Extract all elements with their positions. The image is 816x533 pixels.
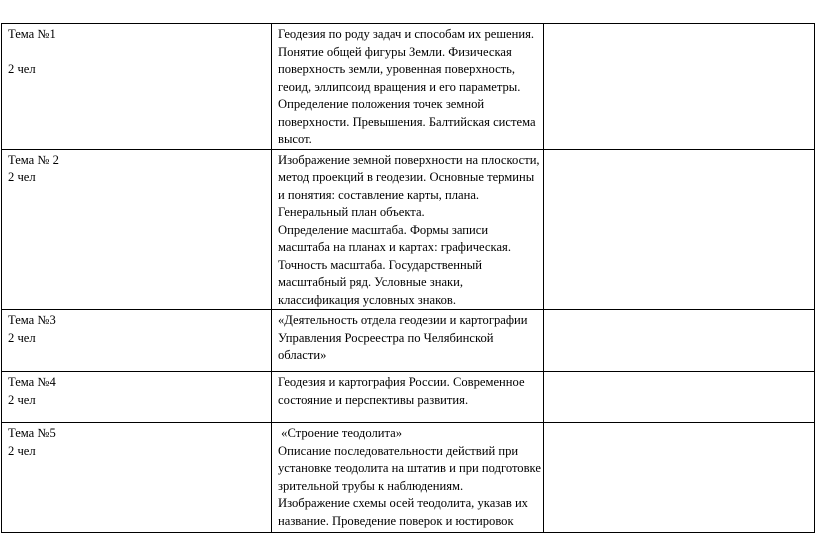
topic-cell [2, 423, 272, 533]
description-line: установке теодолита на штатив и при подготовке [278, 461, 541, 475]
description-line: зрительной трубы к наблюдениям. [278, 478, 464, 493]
description-cell [272, 24, 544, 150]
topic-hours: 2 чел [8, 170, 36, 184]
description-line: Управления Росреестра по Челябинской [278, 330, 494, 345]
topic-title: Тема №1 [8, 27, 56, 41]
notes-cell [544, 149, 815, 310]
topics-table [1, 23, 815, 533]
description-line: поверхности. Превышения. Балтийская система [278, 114, 536, 129]
description-line: области» [278, 348, 327, 362]
description-cell [272, 149, 544, 310]
description-line: и понятия: составление карты, плана. [278, 187, 480, 202]
notes-cell [544, 310, 815, 372]
topic-cell [2, 310, 272, 372]
notes-cell [544, 372, 815, 423]
description-line: поверхность земли, уровенная поверхность, [278, 62, 516, 76]
description-line: Определение масштаба. Формы записи [278, 222, 489, 237]
description-line: Описание последовательности действий при [278, 443, 519, 458]
description-line: метод проекций в геодезии. Основные термины [278, 170, 535, 184]
description-cell [272, 423, 544, 533]
topic-title: Тема №5 [8, 426, 56, 440]
table-row [2, 423, 815, 533]
description-line: Точность масштаба. Государственный [278, 257, 482, 272]
description-line: «Строение теодолита» [278, 426, 403, 440]
description-cell [272, 310, 544, 372]
topic-title: Тема №4 [8, 375, 56, 389]
table-row [2, 24, 815, 150]
description-line: название. Проведение поверок и юстировок [278, 513, 514, 528]
description-line: Геодезия по роду задач и способам их решения. [278, 27, 535, 41]
description-line: Понятие общей фигуры Земли. Физическая [278, 44, 512, 59]
description-line: Геодезия и картография России. Современное [278, 375, 525, 389]
description-line: масштабный ряд. Условные знаки, [278, 275, 464, 289]
topic-hours: 2 чел [8, 392, 36, 407]
description-line: высот. [278, 132, 312, 146]
topic-title: Тема № 2 [8, 152, 59, 167]
description-line: классификация условных знаков. [278, 292, 456, 307]
table-row [2, 149, 815, 310]
topic-title: Тема №3 [8, 313, 56, 327]
topic-hours: 2 чел [8, 330, 36, 345]
notes-cell [544, 24, 815, 150]
topic-hours: 2 чел [8, 62, 36, 76]
description-cell [272, 372, 544, 423]
topic-hours: 2 чел [8, 443, 36, 458]
topic-cell [2, 372, 272, 423]
topic-cell [2, 24, 272, 150]
description-line: Генеральный план объекта. [278, 205, 425, 219]
description-line: Определение положения точек земной [278, 97, 485, 111]
table-row [2, 372, 815, 423]
description-line: Изображение земной поверхности на плоскости, [278, 152, 540, 167]
description-line: состояние и перспективы развития. [278, 392, 469, 407]
spacer [8, 44, 266, 62]
description-line: геоид, эллипсоид вращения и его параметры. [278, 79, 521, 94]
description-line: «Деятельность отдела геодезии и картографии [278, 313, 528, 327]
description-line: Изображение схемы осей теодолита, указав их [278, 496, 528, 510]
description-line: масштаба на планах и картах: графическая. [278, 240, 511, 254]
notes-cell [544, 423, 815, 533]
table-row [2, 310, 815, 372]
topic-cell [2, 149, 272, 310]
